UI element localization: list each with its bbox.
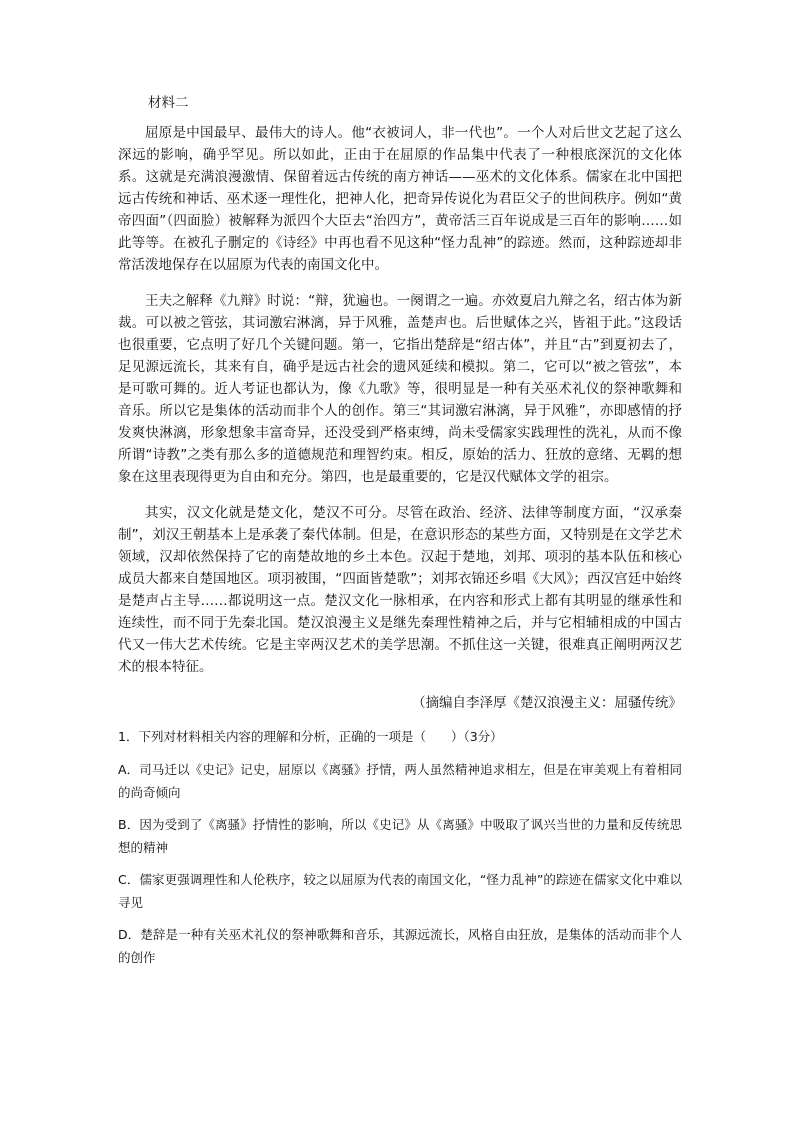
material-paragraph: 王夫之解释《九辩》时说：“辩，犹遍也。一阕谓之一遍。亦效夏启九辩之名，绍古体为新裁。可以被之管弦，其词激宕淋漓，异于风雅，盖楚声也。后世赋体之兴，皆祖于此。”这段话也很重要，它点明了好几个关键问题。第一，它指出楚辞是“绍古体”，并且“古”到夏初去了，足见源远流长，其来有自，确乎是远古社会的遗风延续和模拟。第二，它可以“被之管弦”，本是可歌可舞的。近人考证也都认为，像《九歌》等，很明显是一种有关巫术礼仪的祭神歌舞和音乐。所以它是集体的活动而非个人的创作。第三“其词激宕淋漓，异于风雅”，亦即感情的抒发爽快淋漓，形象想象丰富奇异，还没受到严格束缚，尚未受儒家实践理性的洗礼，从而不像所谓“诗教”之类有那么多的道德规范和理智约束。相反，原始的活力、狂放的意绪、无羁的想象在这里表现得更为自由和充分。第四，也是最重要的，它是汉代赋体文学的祖宗。: [118, 293, 682, 485]
answer-option-d: D．楚辞是一种有关巫术礼仪的祭神歌舞和音乐，其源远流长，风格自由狂放，是集体的活动而非个人的创作: [118, 927, 682, 965]
material-paragraph: 其实，汉文化就是楚文化，楚汉不可分。尽管在政治、经济、法律等制度方面，“汉承秦制”，刘汉王朝基本上是承袭了秦代体制。但是，在意识形态的某些方面，又特别是在文学艺术领域，汉却依然保持了它的南楚故地的乡土本色。汉起于楚地，刘邦、项羽的基本队伍和核心成员大都来自楚国地区。项羽被围，“四面皆楚歌”；刘邦衣锦还乡唱《大风》；西汉宫廷中始终是楚声占主导……都说明这一点。楚汉文化一脉相承，在内容和形式上都有其明显的继承性和连续性，而不同于先秦北国。楚汉浪漫主义是继先秦理性精神之后，并与它相辅相成的中国古代又一伟大艺术传统。它是主宰两汉艺术的美学思潮。不抓住这一关键，很难真正阐明两汉艺术的根本特征。: [118, 505, 682, 675]
document-page: [118, 92, 682, 978]
answer-option-a: A．司马迁以《史记》记史，屈原以《离骚》抒情，两人虽然精神追求相左，但是在审美观上有着相同的尚奇倾向: [118, 762, 682, 800]
material-paragraph: 屈原是中国最早、最伟大的诗人。他“衣被词人，非一代也”。一个人对后世文艺起了这么深远的影响，确乎罕见。所以如此，正由于在屈原的作品集中代表了一种根底深沉的文化体系。这就是充满浪漫激情、保留着远古传统的南方神话——巫术的文化体系。儒家在北中国把远古传统和神话、巫术逐一理性化，把神人化，把奇异传说化为君臣父子的世间秩序。例如“黄帝四面”（四面脸）被解释为派四个大臣去“治四方”，黄帝活三百年说成是三百年的影响……如此等等。在被孔子删定的《诗经》中再也看不见这种“怪力乱神”的踪迹。然而，这种踪迹却非常活泼地保存在以屈原为代表的南国文化中。: [118, 125, 682, 273]
source-citation: （摘编自李泽厚《楚汉浪漫主义：屈骚传统》: [412, 695, 682, 711]
answer-option-b: B．因为受到了《离骚》抒情性的影响，所以《史记》从《离骚》中吸取了讽兴当世的力量和反传统思想的精神: [118, 817, 682, 855]
question-stem: 1．下列对材料相关内容的理解和分析，正确的一项是（ ）（3分）: [118, 729, 503, 744]
material-heading: 材料二: [148, 95, 189, 111]
answer-option-c: C．儒家更强调理性和人伦秩序，较之以屈原为代表的南国文化，“怪力乱神”的踪迹在儒家文化中难以寻见: [118, 872, 682, 910]
